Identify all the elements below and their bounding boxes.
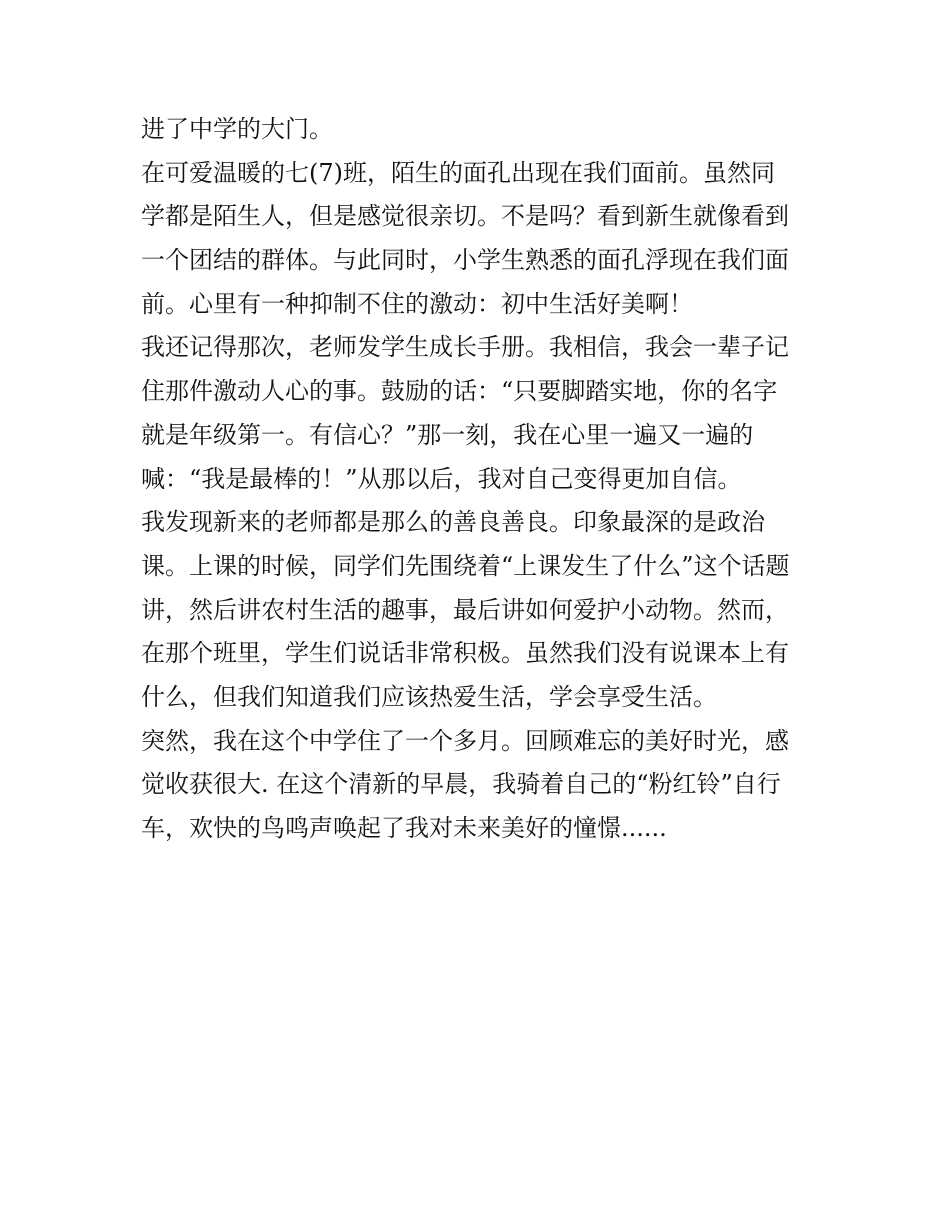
text-line: 突然，我在这个中学住了一个多月。回顾难忘的美好时光，感 xyxy=(141,726,789,755)
essay-text xyxy=(141,108,821,851)
text-line: 车，欢快的鸟鸣声唤起了我对未来美好的憧憬...... xyxy=(141,814,667,842)
text-line: 进了中学的大门。 xyxy=(141,115,333,143)
text-line: 我发现新来的老师都是那么的善良善良。印象最深的是政治 xyxy=(141,508,765,537)
text-line: 什么，但我们知道我们应该热爱生活，学会享受生活。 xyxy=(141,682,717,711)
text-line: 学都是陌生人，但是感觉很亲切。不是吗？看到新生就像看到 xyxy=(141,202,789,231)
text-line: 喊：“我是最棒的！”从那以后，我对自己变得更加自信。 xyxy=(141,464,742,493)
text-line: 前。心里有一种抑制不住的激动：初中生活好美啊！ xyxy=(141,289,693,318)
text-line: 课。上课的时候，同学们先围绕着“上课发生了什么”这个话题 xyxy=(141,551,790,580)
text-line: 一个团结的群体。与此同时，小学生熟悉的面孔浮现在我们面 xyxy=(141,246,789,275)
text-line: 我还记得那次，老师发学生成长手册。我相信，我会一辈子记 xyxy=(141,333,789,362)
text-line: 讲，然后讲农村生活的趣事，最后讲如何爱护小动物。然而， xyxy=(141,595,789,624)
text-line: 住那件激动人心的事。鼓励的话：“只要脚踏实地，你的名字 xyxy=(141,377,778,406)
text-line: 就是年级第一。有信心？”那一刻，我在心里一遍又一遍的 xyxy=(141,420,754,449)
text-line: 在那个班里，学生们说话非常积极。虽然我们没有说课本上有 xyxy=(141,639,789,668)
text-line: 在可爱温暖的七(7)班，陌生的面孔出现在我们面前。虽然同 xyxy=(141,158,775,187)
text-line: 觉收获很大. 在这个清新的早晨，我骑着自己的“粉红铃”自行 xyxy=(141,770,781,799)
